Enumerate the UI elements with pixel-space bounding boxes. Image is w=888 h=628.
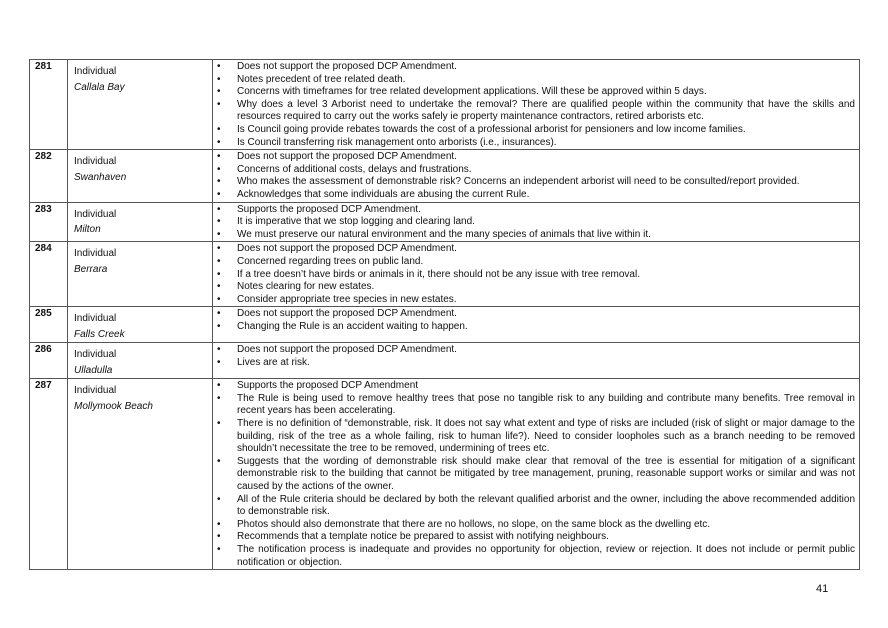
- submitter-role: Individual: [74, 313, 117, 325]
- submitter-cell: [68, 343, 213, 379]
- submission-number: 283: [30, 202, 68, 242]
- submitter-role: Individual: [74, 349, 117, 361]
- submitter-location: Swanhaven: [74, 171, 127, 183]
- submission-number: 284: [30, 242, 68, 307]
- submission-point: • Lives are at risk.: [237, 357, 855, 370]
- submission-point: • Changing the Rule is an accident waiting to happen.: [237, 321, 855, 334]
- submission-point: • Photos should also demonstrate that there are no hollows, no slope, on the same block as the dwelling etc.: [237, 519, 855, 532]
- submission-points-list: [213, 204, 855, 242]
- submission-point: • There is no definition of “demonstrable, risk. It does not say what extent and type of risks are included (risk of slight or major damage to the building, risk of the tree as a whole failing, risk to human life?). Need to consider loopholes such as a branch needing to be removed shouldn’t necessitate the tree to be removed, undermining of trees etc.: [237, 418, 855, 456]
- submission-row: [30, 242, 860, 307]
- submission-point: • Supports the proposed DCP Amendment: [237, 380, 855, 393]
- submitter-role: Individual: [74, 248, 117, 260]
- submitter-cell: [68, 202, 213, 242]
- submission-point: • Concerns with timeframes for tree related development applications. Will these be approved within 5 days.: [237, 86, 855, 99]
- submitter-role: Individual: [74, 66, 117, 77]
- submission-point: • Does not support the proposed DCP Amendment.: [237, 61, 855, 74]
- submitter-location: Falls Creek: [74, 328, 125, 340]
- submitter-role: Individual: [74, 208, 117, 220]
- submission-point: • Who makes the assessment of demonstrable risk? Concerns an independent arborist will need to be consulted/report provided.: [237, 176, 855, 189]
- submission-points-list: [213, 243, 855, 306]
- submission-point: • Does not support the proposed DCP Amendment.: [237, 243, 855, 256]
- submission-row: [30, 307, 860, 343]
- submissions-table: [29, 59, 860, 570]
- submission-point: • Notes precedent of tree related death.: [237, 74, 855, 87]
- submitter-location: Mollymook Beach: [74, 400, 153, 412]
- submission-point: • Does not support the proposed DCP Amendment.: [237, 308, 855, 321]
- submitter-cell: [68, 307, 213, 343]
- submission-points-cell: [213, 343, 860, 379]
- submitter-location: Milton: [74, 224, 101, 236]
- submission-point: • We must preserve our natural environment and the many species of animals that live within it.: [237, 229, 855, 242]
- submitter-location: Callala Bay: [74, 81, 125, 93]
- submitter-role: Individual: [74, 385, 117, 397]
- submission-number: 285: [30, 307, 68, 343]
- submission-row: [30, 150, 860, 202]
- submission-number: 281: [30, 60, 68, 150]
- submission-point: • Why does a level 3 Arborist need to undertake the removal? There are qualified people within the community that have the skills and resources required to carry out the works safely ie property maintenance contractors, retired arborists etc.: [237, 99, 855, 124]
- submission-point: • All of the Rule criteria should be declared by both the relevant qualified arborist and the owner, including the above recommended addition to demonstrable risk.: [237, 494, 855, 519]
- submission-point: • Consider appropriate tree species in new estates.: [237, 294, 855, 307]
- submission-points-cell: [213, 242, 860, 307]
- submission-points-list: [213, 151, 855, 201]
- submission-row: [30, 60, 860, 150]
- submissions-table-body: [30, 60, 860, 570]
- submission-point: • The Rule is being used to remove healthy trees that pose no tangible risk to any building and contribute many benefits. Tree removal in recent years has been accelerating.: [237, 393, 855, 418]
- submission-number: 287: [30, 379, 68, 570]
- submitter-role: Individual: [74, 156, 117, 168]
- submission-point: • Notes clearing for new estates.: [237, 281, 855, 294]
- submission-points-cell: [213, 379, 860, 570]
- submission-points-list: [213, 344, 855, 369]
- submission-point: • Concerns of additional costs, delays and frustrations.: [237, 164, 855, 177]
- submission-points-list: [213, 380, 855, 569]
- submission-point: • If a tree doesn’t have birds or animals in it, there should not be any issue with tree removal.: [237, 269, 855, 282]
- submission-point: • Supports the proposed DCP Amendment.: [237, 204, 855, 217]
- submission-point: • Does not support the proposed DCP Amendment.: [237, 344, 855, 357]
- submission-points-cell: [213, 307, 860, 343]
- submission-point: • Does not support the proposed DCP Amendment.: [237, 151, 855, 164]
- submission-points-cell: [213, 150, 860, 202]
- page-number: 41: [816, 583, 829, 595]
- submission-row: [30, 379, 860, 570]
- submission-points-list: [213, 61, 855, 149]
- submission-row: [30, 343, 860, 379]
- submission-point: • Concerned regarding trees on public land.: [237, 256, 855, 269]
- submitter-location: Ulladulla: [74, 364, 113, 376]
- submission-points-cell: [213, 60, 860, 150]
- submission-point: • Is Council going provide rebates towards the cost of a professional arborist for pensioners and low income families.: [237, 124, 855, 137]
- submission-points-list: [213, 308, 855, 333]
- submission-number: 286: [30, 343, 68, 379]
- submission-points-cell: [213, 202, 860, 242]
- submission-number: 282: [30, 150, 68, 202]
- submission-point: • Is Council transferring risk management onto arborists (i.e., insurances).: [237, 137, 855, 150]
- submission-point: • Recommends that a template notice be prepared to assist with notifying neighbours.: [237, 531, 855, 544]
- submission-row: [30, 202, 860, 242]
- submitter-cell: [68, 379, 213, 570]
- submission-point: • Suggests that the wording of demonstrable risk should make clear that removal of the tree is essential for mitigation of a significant demonstrable risk to the building that cannot be mitigated by tree management, pruning, reasonable support works or similar and was not caused by the actions of the owner.: [237, 456, 855, 494]
- submitter-cell: [68, 60, 213, 150]
- submitter-location: Berrara: [74, 263, 108, 275]
- submitter-cell: [68, 242, 213, 307]
- submission-point: • The notification process is inadequate and provides no opportunity for objection, review or rejection. It does not include or permit public notification or objection.: [237, 544, 855, 569]
- submitter-cell: [68, 150, 213, 202]
- submission-point: • Acknowledges that some individuals are abusing the current Rule.: [237, 189, 855, 202]
- submission-point: • It is imperative that we stop logging and clearing land.: [237, 216, 855, 229]
